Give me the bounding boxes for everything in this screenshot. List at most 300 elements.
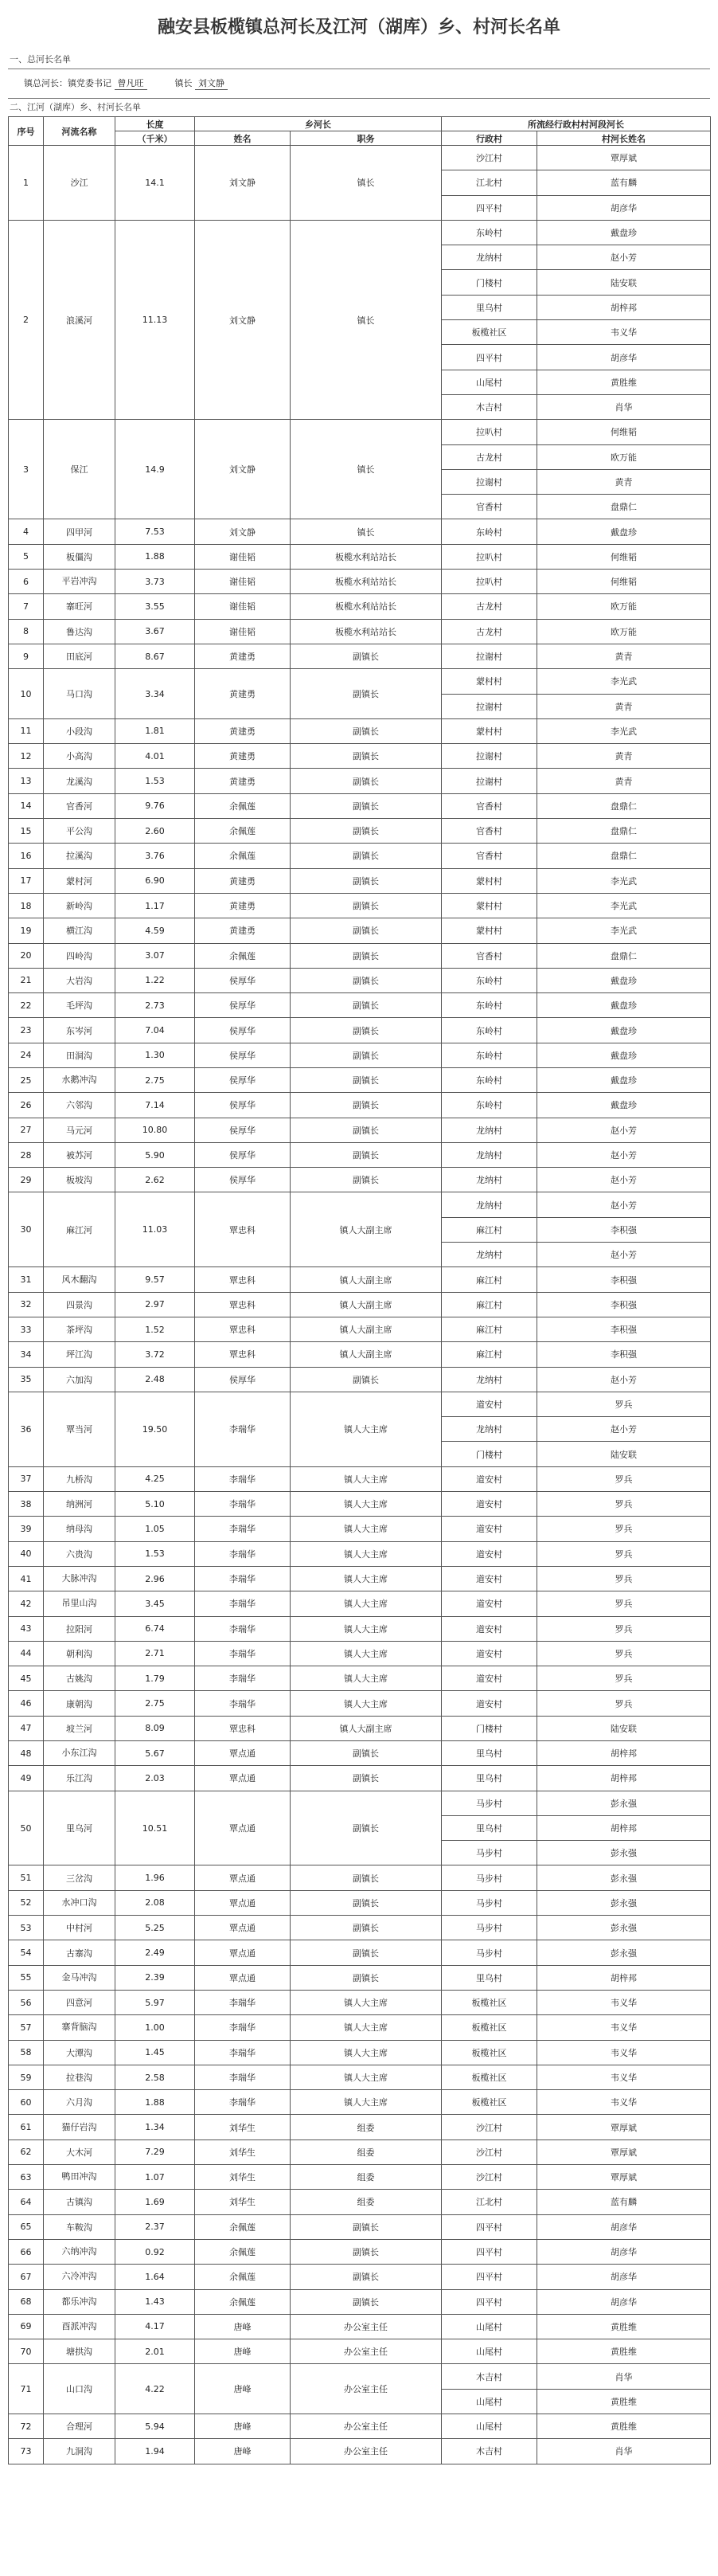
- table-row: [9, 519, 711, 544]
- cell-village: 马步村: [442, 1890, 537, 1915]
- cell-name: 侯厚华: [195, 1367, 291, 1392]
- cell-village: 四平村: [442, 2265, 537, 2289]
- cell-length: 2.60: [115, 819, 195, 844]
- cell-name: 刘文静: [195, 146, 291, 221]
- cell-name: 黄建勇: [195, 769, 291, 793]
- cell-village-leader: 胡彦华: [537, 195, 711, 220]
- cell-no: 18: [9, 893, 44, 918]
- cell-name: 侯厚华: [195, 1067, 291, 1092]
- cell-village: 沙江村: [442, 2165, 537, 2190]
- cell-no: 15: [9, 819, 44, 844]
- cell-length: 1.07: [115, 2165, 195, 2190]
- cell-village: 山尾村: [442, 2314, 537, 2339]
- cell-village: 拉叭村: [442, 570, 537, 594]
- cell-village: 山尾村: [442, 2389, 537, 2414]
- cell-duty: 镇人大主席: [291, 1641, 442, 1666]
- cell-village-leader: 赵小芳: [537, 1192, 711, 1217]
- cell-length: 2.08: [115, 1890, 195, 1915]
- cell-village-leader: 韦义华: [537, 2065, 711, 2089]
- cell-river: 被苏河: [44, 1142, 115, 1167]
- cell-length: 1.05: [115, 1517, 195, 1541]
- cell-duty: 副镇长: [291, 819, 442, 844]
- table-row: [9, 1990, 711, 2014]
- header-name: 姓名: [195, 131, 291, 146]
- cell-duty: 副镇长: [291, 793, 442, 818]
- cell-length: 1.53: [115, 769, 195, 793]
- cell-river: 田洞沟: [44, 1043, 115, 1067]
- cell-village: 沙江村: [442, 2139, 537, 2164]
- cell-no: 6: [9, 570, 44, 594]
- cell-no: 17: [9, 868, 44, 893]
- secretary-label: 镇总河长：镇党委书记: [24, 78, 111, 88]
- cell-duty: 副镇长: [291, 2289, 442, 2314]
- cell-duty: 副镇长: [291, 2239, 442, 2264]
- cell-no: 53: [9, 1916, 44, 1940]
- table-row: [9, 1940, 711, 1965]
- cell-village: 麻江村: [442, 1342, 537, 1367]
- cell-river: 覃当河: [44, 1392, 115, 1466]
- cell-no: 30: [9, 1192, 44, 1267]
- cell-village: 道安村: [442, 1641, 537, 1666]
- cell-name: 侯厚华: [195, 1093, 291, 1118]
- cell-length: 2.48: [115, 1367, 195, 1392]
- cell-length: 5.97: [115, 1990, 195, 2014]
- table-row: [9, 1716, 711, 1740]
- cell-name: 李瑞华: [195, 1591, 291, 1616]
- cell-duty: 镇长: [291, 519, 442, 544]
- table-row: [9, 1043, 711, 1067]
- cell-no: 58: [9, 2040, 44, 2065]
- cell-length: 2.75: [115, 1067, 195, 1092]
- cell-duty: 副镇长: [291, 1168, 442, 1192]
- page-title: 融安县板榄镇总河长及江河（湖库）乡、村河长名单: [157, 16, 560, 37]
- cell-village: 东岭村: [442, 1093, 537, 1118]
- cell-duty: 镇人大主席: [291, 1517, 442, 1541]
- cell-name: 唐峰: [195, 2439, 291, 2464]
- table-row: [9, 1342, 711, 1367]
- cell-village-leader: 胡彦华: [537, 2214, 711, 2239]
- document: [8, 0, 710, 2464]
- cell-village-leader: 胡梓邦: [537, 1766, 711, 1791]
- cell-length: 14.9: [115, 420, 195, 519]
- cell-duty: 副镇长: [291, 868, 442, 893]
- cell-river: 马元河: [44, 1118, 115, 1142]
- cell-river: 猫仔岩沟: [44, 2115, 115, 2139]
- cell-duty: 副镇长: [291, 1142, 442, 1167]
- cell-length: 2.49: [115, 1940, 195, 1965]
- cell-duty: 副镇长: [291, 918, 442, 943]
- cell-no: 55: [9, 1965, 44, 1990]
- cell-village-leader: 赵小芳: [537, 1367, 711, 1392]
- cell-length: 1.81: [115, 718, 195, 743]
- cell-village: 山尾村: [442, 2414, 537, 2439]
- cell-length: 3.72: [115, 1342, 195, 1367]
- table-row: [9, 1965, 711, 1990]
- cell-name: 覃点通: [195, 1965, 291, 1990]
- cell-duty: 副镇长: [291, 943, 442, 968]
- cell-duty: 办公室主任: [291, 2364, 442, 2414]
- cell-village: 古龙村: [442, 444, 537, 469]
- cell-village-leader: 胡彦华: [537, 345, 711, 370]
- cell-river: 寨背脑沟: [44, 2015, 115, 2040]
- cell-river: 塘拱沟: [44, 2339, 115, 2364]
- cell-duty: 板榄水利站站长: [291, 594, 442, 619]
- cell-village: 里乌村: [442, 1741, 537, 1766]
- cell-length: 2.62: [115, 1168, 195, 1192]
- cell-name: 刘华生: [195, 2165, 291, 2190]
- cell-name: 唐峰: [195, 2364, 291, 2414]
- cell-length: 1.79: [115, 1666, 195, 1691]
- cell-length: 7.53: [115, 519, 195, 544]
- cell-river: 拉阳河: [44, 1616, 115, 1641]
- cell-length: 6.90: [115, 868, 195, 893]
- cell-length: 10.51: [115, 1791, 195, 1865]
- cell-village-leader: 戴盘珍: [537, 220, 711, 245]
- cell-length: 1.53: [115, 1541, 195, 1566]
- header-village: 行政村: [442, 131, 537, 146]
- table-row: [9, 793, 711, 818]
- table-row: [9, 420, 711, 444]
- cell-village: 山尾村: [442, 2339, 537, 2364]
- cell-duty: 副镇长: [291, 2214, 442, 2239]
- header-village-leader: 村河长姓名: [537, 131, 711, 146]
- cell-no: 72: [9, 2414, 44, 2439]
- cell-name: 覃点通: [195, 1890, 291, 1915]
- cell-name: 唐峰: [195, 2314, 291, 2339]
- table-row: [9, 844, 711, 868]
- table-row: [9, 570, 711, 594]
- cell-name: 余佩莲: [195, 943, 291, 968]
- header-township: 乡河长: [195, 117, 442, 131]
- cell-no: 31: [9, 1267, 44, 1292]
- cell-village-leader: 赵小芳: [537, 1118, 711, 1142]
- table-body: [9, 146, 711, 2464]
- cell-village: 东岭村: [442, 1018, 537, 1043]
- cell-length: 5.67: [115, 1741, 195, 1766]
- cell-river: 纳母沟: [44, 1517, 115, 1541]
- cell-duty: 办公室主任: [291, 2439, 442, 2464]
- cell-name: 李瑞华: [195, 2040, 291, 2065]
- cell-river: 古寨沟: [44, 1940, 115, 1965]
- cell-duty: 副镇长: [291, 1043, 442, 1067]
- cell-village-leader: 欧万能: [537, 444, 711, 469]
- cell-village-leader: 戴盘珍: [537, 968, 711, 992]
- cell-duty: 镇人大主席: [291, 1492, 442, 1517]
- cell-village-leader: 罗兵: [537, 1666, 711, 1691]
- cell-village-leader: 彭永强: [537, 1791, 711, 1815]
- cell-no: 22: [9, 993, 44, 1018]
- cell-village-leader: 黄青: [537, 644, 711, 668]
- cell-duty: 办公室主任: [291, 2339, 442, 2364]
- header-no: 序号: [9, 117, 44, 146]
- cell-no: 39: [9, 1517, 44, 1541]
- cell-name: 侯厚华: [195, 1142, 291, 1167]
- cell-name: 李瑞华: [195, 1566, 291, 1591]
- cell-river: 麻江河: [44, 1192, 115, 1267]
- cell-village-leader: 罗兵: [537, 1691, 711, 1716]
- cell-river: 大脉冲沟: [44, 1566, 115, 1591]
- cell-duty: 镇人大副主席: [291, 1192, 442, 1267]
- cell-village: 山尾村: [442, 370, 537, 394]
- table-row: [9, 1517, 711, 1541]
- cell-name: 覃忠科: [195, 1267, 291, 1292]
- cell-river: 六冷冲沟: [44, 2265, 115, 2289]
- table-row: [9, 1641, 711, 1666]
- cell-village: 麻江村: [442, 1317, 537, 1341]
- cell-village-leader: 赵小芳: [537, 1243, 711, 1267]
- table-row: [9, 1541, 711, 1566]
- cell-no: 57: [9, 2015, 44, 2040]
- cell-river: 官香河: [44, 793, 115, 818]
- cell-no: 5: [9, 544, 44, 569]
- cell-duty: 副镇长: [291, 1367, 442, 1392]
- cell-village: 官香村: [442, 819, 537, 844]
- cell-no: 2: [9, 220, 44, 419]
- cell-no: 9: [9, 644, 44, 668]
- cell-river: 平公沟: [44, 819, 115, 844]
- cell-village-leader: 罗兵: [537, 1466, 711, 1491]
- cell-duty: 镇人大副主席: [291, 1716, 442, 1740]
- table-row: [9, 968, 711, 992]
- cell-name: 侯厚华: [195, 1168, 291, 1192]
- cell-name: 黄建勇: [195, 918, 291, 943]
- table-row: [9, 669, 711, 694]
- cell-duty: 副镇长: [291, 769, 442, 793]
- cell-village-leader: 何维韬: [537, 570, 711, 594]
- cell-village: 板榄社区: [442, 2040, 537, 2065]
- cell-duty: 镇人大主席: [291, 2090, 442, 2115]
- cell-no: 20: [9, 943, 44, 968]
- cell-name: 覃点通: [195, 1741, 291, 1766]
- cell-village-leader: 李积强: [537, 1292, 711, 1317]
- cell-village: 古龙村: [442, 619, 537, 644]
- cell-no: 24: [9, 1043, 44, 1067]
- cell-length: 4.25: [115, 1466, 195, 1491]
- cell-river: 板坡沟: [44, 1168, 115, 1192]
- cell-duty: 副镇长: [291, 1118, 442, 1142]
- cell-length: 1.96: [115, 1865, 195, 1890]
- cell-river: 酉派冲沟: [44, 2314, 115, 2339]
- table-row: [9, 1616, 711, 1641]
- cell-river: 古镇沟: [44, 2190, 115, 2214]
- cell-duty: 镇人大主席: [291, 1990, 442, 2014]
- cell-village-leader: 胡梓邦: [537, 1741, 711, 1766]
- cell-length: 9.57: [115, 1267, 195, 1292]
- cell-name: 李瑞华: [195, 2090, 291, 2115]
- cell-length: 2.03: [115, 1766, 195, 1791]
- table-row: [9, 1566, 711, 1591]
- cell-length: 11.13: [115, 220, 195, 419]
- cell-name: 覃忠科: [195, 1716, 291, 1740]
- cell-duty: 副镇长: [291, 1093, 442, 1118]
- cell-length: 1.45: [115, 2040, 195, 2065]
- cell-length: 4.17: [115, 2314, 195, 2339]
- cell-no: 50: [9, 1791, 44, 1865]
- cell-duty: 镇长: [291, 220, 442, 419]
- cell-river: 古姚沟: [44, 1666, 115, 1691]
- cell-village: 拉谢村: [442, 644, 537, 668]
- cell-village-leader: 覃厚斌: [537, 2115, 711, 2139]
- cell-village-leader: 陆安联: [537, 1716, 711, 1740]
- table-row: [9, 619, 711, 644]
- cell-length: 7.14: [115, 1093, 195, 1118]
- cell-river: 寨旺河: [44, 594, 115, 619]
- mayor-label: 镇长: [174, 78, 193, 88]
- cell-village-leader: 黄胜维: [537, 2339, 711, 2364]
- cell-name: 侯厚华: [195, 993, 291, 1018]
- cell-village: 官香村: [442, 844, 537, 868]
- table-row: [9, 2339, 711, 2364]
- cell-village: 木吉村: [442, 2439, 537, 2464]
- header-duty: 职务: [291, 131, 442, 146]
- cell-village-leader: 盘鼎仁: [537, 819, 711, 844]
- cell-length: 2.39: [115, 1965, 195, 1990]
- cell-name: 李瑞华: [195, 2065, 291, 2089]
- cell-length: 11.03: [115, 1192, 195, 1267]
- header-length: 长度: [115, 117, 195, 131]
- cell-village: 蒙村村: [442, 718, 537, 743]
- cell-no: 54: [9, 1940, 44, 1965]
- cell-village: 马步村: [442, 1791, 537, 1815]
- cell-name: 刘文静: [195, 519, 291, 544]
- cell-village-leader: 韦义华: [537, 2040, 711, 2065]
- cell-length: 2.58: [115, 2065, 195, 2089]
- cell-no: 28: [9, 1142, 44, 1167]
- cell-river: 九洞沟: [44, 2439, 115, 2464]
- cell-village: 东岭村: [442, 1067, 537, 1092]
- table-row: [9, 2364, 711, 2389]
- cell-village-leader: 戴盘珍: [537, 519, 711, 544]
- cell-duty: 镇长: [291, 146, 442, 221]
- cell-village-leader: 盘鼎仁: [537, 844, 711, 868]
- cell-village: 四平村: [442, 2289, 537, 2314]
- cell-village: 蒙村村: [442, 918, 537, 943]
- cell-village: 道安村: [442, 1466, 537, 1491]
- cell-length: 7.29: [115, 2139, 195, 2164]
- cell-river: 大木河: [44, 2139, 115, 2164]
- cell-river: 四岭沟: [44, 943, 115, 968]
- table-row: [9, 1766, 711, 1791]
- cell-village: 板榄社区: [442, 2065, 537, 2089]
- cell-name: 李瑞华: [195, 1541, 291, 1566]
- cell-duty: 板榄水利站站长: [291, 570, 442, 594]
- cell-length: 3.73: [115, 570, 195, 594]
- cell-village: 拉叭村: [442, 420, 537, 444]
- cell-length: 6.74: [115, 1616, 195, 1641]
- cell-no: 8: [9, 619, 44, 644]
- table-row: [9, 1267, 711, 1292]
- cell-village-leader: 韦义华: [537, 2015, 711, 2040]
- cell-river: 水鹅冲沟: [44, 1067, 115, 1092]
- cell-name: 黄建勇: [195, 669, 291, 719]
- cell-duty: 镇人大副主席: [291, 1267, 442, 1292]
- cell-name: 覃点通: [195, 1865, 291, 1890]
- cell-no: 65: [9, 2214, 44, 2239]
- cell-name: 黄建勇: [195, 893, 291, 918]
- cell-no: 59: [9, 2065, 44, 2089]
- cell-village-leader: 黄青: [537, 694, 711, 718]
- table-row: [9, 2115, 711, 2139]
- table-row: [9, 1168, 711, 1192]
- cell-river: 九桥沟: [44, 1466, 115, 1491]
- table-row: [9, 1890, 711, 1915]
- header-length-unit: （千米）: [115, 131, 195, 146]
- cell-village: 麻江村: [442, 1292, 537, 1317]
- cell-name: 李瑞华: [195, 1392, 291, 1466]
- cell-name: 侯厚华: [195, 1118, 291, 1142]
- cell-village-leader: 欧万能: [537, 594, 711, 619]
- cell-village: 四平村: [442, 195, 537, 220]
- cell-river: 金马冲沟: [44, 1965, 115, 1990]
- cell-village: 道安村: [442, 1517, 537, 1541]
- table-row: [9, 1741, 711, 1766]
- cell-no: 69: [9, 2314, 44, 2339]
- cell-village-leader: 赵小芳: [537, 1142, 711, 1167]
- header-village-group: 所流经行政村村河段河长: [442, 117, 711, 131]
- cell-name: 余佩莲: [195, 2214, 291, 2239]
- cell-no: 43: [9, 1616, 44, 1641]
- table-row: [9, 1466, 711, 1491]
- cell-name: 覃忠科: [195, 1317, 291, 1341]
- cell-duty: 组委: [291, 2139, 442, 2164]
- cell-name: 李瑞华: [195, 1492, 291, 1517]
- cell-no: 48: [9, 1741, 44, 1766]
- cell-name: 侯厚华: [195, 1018, 291, 1043]
- cell-no: 49: [9, 1766, 44, 1791]
- cell-river: 中村河: [44, 1916, 115, 1940]
- cell-village: 龙纳村: [442, 1417, 537, 1442]
- cell-duty: 组委: [291, 2165, 442, 2190]
- cell-village-leader: 赵小芳: [537, 1417, 711, 1442]
- cell-river: 六加沟: [44, 1367, 115, 1392]
- cell-river: 浪溪河: [44, 220, 115, 419]
- cell-name: 谢佳韬: [195, 619, 291, 644]
- cell-village: 麻江村: [442, 1267, 537, 1292]
- cell-no: 14: [9, 793, 44, 818]
- cell-village-leader: 罗兵: [537, 1541, 711, 1566]
- cell-village: 蒙村村: [442, 893, 537, 918]
- cell-name: 余佩莲: [195, 819, 291, 844]
- cell-length: 2.73: [115, 993, 195, 1018]
- cell-village-leader: 戴盘珍: [537, 993, 711, 1018]
- cell-duty: 镇人大主席: [291, 2040, 442, 2065]
- cell-no: 13: [9, 769, 44, 793]
- table-row: [9, 2090, 711, 2115]
- cell-village: 龙纳村: [442, 1367, 537, 1392]
- cell-village-leader: 罗兵: [537, 1392, 711, 1416]
- cell-duty: 镇人大主席: [291, 1566, 442, 1591]
- cell-village-leader: 陆安联: [537, 270, 711, 295]
- cell-village: 四平村: [442, 2239, 537, 2264]
- cell-name: 余佩莲: [195, 2239, 291, 2264]
- cell-village: 沙江村: [442, 146, 537, 170]
- cell-name: 黄建勇: [195, 868, 291, 893]
- cell-length: 1.94: [115, 2439, 195, 2464]
- cell-village-leader: 韦义华: [537, 320, 711, 345]
- table-row: [9, 769, 711, 793]
- table-row: [9, 146, 711, 170]
- cell-name: 谢佳韬: [195, 544, 291, 569]
- cell-river: 小东江沟: [44, 1741, 115, 1766]
- cell-river: 田底河: [44, 644, 115, 668]
- table-row: [9, 1018, 711, 1043]
- cell-name: 李瑞华: [195, 1691, 291, 1716]
- cell-no: 21: [9, 968, 44, 992]
- cell-length: 1.43: [115, 2289, 195, 2314]
- cell-duty: 副镇长: [291, 718, 442, 743]
- cell-village: 四平村: [442, 345, 537, 370]
- table-row: [9, 1192, 711, 1217]
